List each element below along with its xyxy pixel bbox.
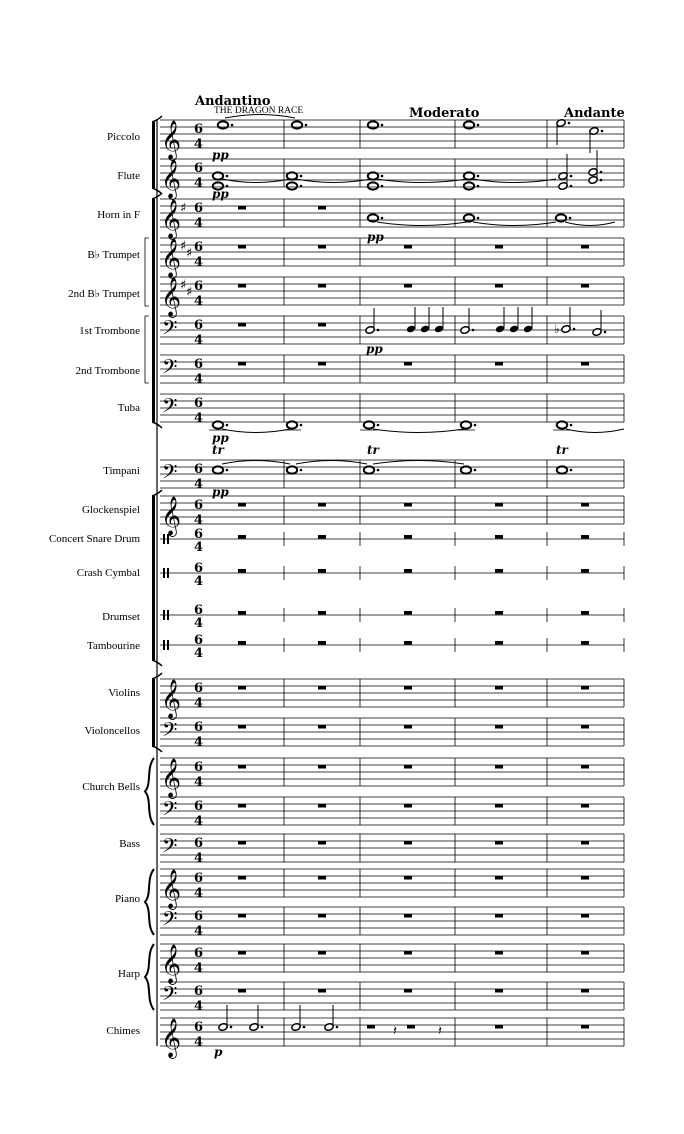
whole-rest <box>404 725 412 729</box>
whole-note <box>287 466 297 473</box>
note-dot <box>570 424 573 427</box>
whole-rest <box>238 206 246 210</box>
note-dot <box>568 122 571 125</box>
whole-rest <box>238 503 246 507</box>
whole-rest <box>404 804 412 808</box>
whole-rest <box>238 914 246 918</box>
sharp-icon: ♯ <box>180 201 187 216</box>
time-sig-top: 6 <box>194 836 204 851</box>
time-sig-bottom: 4 <box>194 294 204 309</box>
time-sig-bottom: 4 <box>194 851 204 866</box>
woodwind-bracket <box>152 122 155 188</box>
tie <box>296 461 367 465</box>
whole-rest <box>318 914 326 918</box>
whole-rest <box>495 989 503 993</box>
trombone-subbracket <box>145 316 149 383</box>
time-sig-top: 6 <box>194 240 204 255</box>
percussion-bracket <box>152 496 155 660</box>
treble-clef-icon: 𝄞 <box>161 496 182 536</box>
brass-bracket <box>152 199 155 422</box>
whole-note <box>287 172 297 179</box>
trill-mark: tr <box>556 443 568 457</box>
percussion-clef-icon <box>167 640 169 650</box>
tempo-andante: Andante <box>564 106 625 121</box>
whole-rest <box>318 765 326 769</box>
whole-note <box>464 214 474 221</box>
bass-clef-icon: 𝄢 <box>162 982 178 1010</box>
time-sig-top: 6 <box>194 760 204 775</box>
label-glockenspiel: Glockenspiel <box>81 504 140 516</box>
treble-clef-icon: 𝄞 <box>161 869 182 909</box>
label-trombone-1: 1st Trombone <box>79 325 140 337</box>
whole-rest <box>404 641 412 645</box>
sharp-icon: ♯ <box>180 239 187 254</box>
label-tuba: Tuba <box>117 402 140 414</box>
whole-rest <box>581 535 589 539</box>
label-trumpet-1: B♭ Trumpet <box>87 249 140 261</box>
whole-rest <box>495 951 503 955</box>
time-sig-bottom: 4 <box>194 814 204 829</box>
tie <box>473 222 556 226</box>
label-crash-cymbal: Crash Cymbal <box>76 567 140 579</box>
note-dot <box>600 179 603 182</box>
time-sig-top: 6 <box>194 357 204 372</box>
whole-rest <box>238 804 246 808</box>
note-dot <box>477 175 480 178</box>
whole-rest <box>238 245 246 249</box>
label-violins: Violins <box>108 687 140 699</box>
time-sig-top: 6 <box>194 681 204 696</box>
whole-rest <box>238 535 246 539</box>
whole-rest <box>318 641 326 645</box>
whole-note <box>368 182 378 189</box>
time-sig-bottom: 4 <box>194 696 204 711</box>
label-church-bells: Church Bells <box>82 781 140 793</box>
whole-note <box>368 121 378 128</box>
time-sig-bottom: 4 <box>194 216 204 231</box>
time-sig-bottom: 4 <box>194 1035 204 1050</box>
note-dot <box>300 175 303 178</box>
time-sig-bottom: 4 <box>194 646 204 661</box>
whole-rest <box>581 362 589 366</box>
whole-rest <box>495 1025 503 1029</box>
time-sig-bottom: 4 <box>194 176 204 191</box>
staff-lines <box>145 116 624 1046</box>
whole-rest <box>495 569 503 573</box>
whole-rest <box>581 951 589 955</box>
whole-rest <box>581 1025 589 1029</box>
whole-rest <box>404 841 412 845</box>
whole-rest <box>238 686 246 690</box>
note-dot <box>570 185 573 188</box>
whole-rest <box>318 323 326 327</box>
dynamic-pp: pp <box>212 431 229 445</box>
time-sig-bottom: 4 <box>194 775 204 790</box>
trill-mark: tr <box>367 443 379 457</box>
whole-rest <box>318 503 326 507</box>
label-piccolo: Piccolo <box>107 131 140 143</box>
whole-rest <box>581 641 589 645</box>
whole-rest <box>318 284 326 288</box>
time-sig-top: 6 <box>194 201 204 216</box>
note-dot <box>601 130 604 133</box>
whole-rest <box>238 611 246 615</box>
whole-rest <box>404 245 412 249</box>
whole-rest <box>318 951 326 955</box>
dynamic-pp: pp <box>212 187 229 201</box>
whole-rest <box>581 503 589 507</box>
treble-clef-icon: 𝄞 <box>161 238 182 278</box>
whole-rest <box>404 611 412 615</box>
treble-clef-icon: 𝄞 <box>161 159 182 199</box>
bass-clef-icon: 𝄢 <box>162 834 178 862</box>
treble-clef-icon: 𝄞 <box>161 758 182 798</box>
label-flute: Flute <box>117 170 140 182</box>
percussion-clef-icon <box>163 610 165 620</box>
time-sig-top: 6 <box>194 122 204 137</box>
bass-clef-icon: 𝄢 <box>162 355 178 383</box>
note-dot <box>300 185 303 188</box>
note-dot <box>570 469 573 472</box>
label-snare-drum: Concert Snare Drum <box>48 533 140 545</box>
time-sig-bottom: 4 <box>194 411 204 426</box>
note-dot <box>474 469 477 472</box>
whole-rest <box>495 841 503 845</box>
whole-rest <box>238 841 246 845</box>
whole-note <box>461 421 471 428</box>
piece-title: THE DRAGON RACE <box>214 106 304 116</box>
quarter-rest-icon: 𝄽 <box>438 1024 442 1039</box>
whole-rest <box>495 503 503 507</box>
whole-rest <box>581 841 589 845</box>
time-sig-top: 6 <box>194 279 204 294</box>
note-dot <box>226 424 229 427</box>
time-sig-bottom: 4 <box>194 477 204 492</box>
note-dot <box>226 175 229 178</box>
bass-clef-icon: 𝄢 <box>162 797 178 825</box>
whole-rest <box>581 914 589 918</box>
notation-marks <box>161 115 624 1060</box>
treble-clef-icon: 𝄞 <box>161 199 182 239</box>
tie <box>373 461 464 465</box>
time-sig-top: 6 <box>194 527 204 542</box>
note-dot <box>474 424 477 427</box>
time-sig-bottom: 4 <box>194 616 204 631</box>
whole-rest <box>404 989 412 993</box>
whole-rest <box>495 641 503 645</box>
time-sig-top: 6 <box>194 396 204 411</box>
whole-note <box>557 466 567 473</box>
whole-note <box>287 182 297 189</box>
dynamic-pp: pp <box>212 148 229 162</box>
note-dot <box>477 217 480 220</box>
bass-clef-icon: 𝄢 <box>162 316 178 344</box>
time-sig-bottom: 4 <box>194 540 204 555</box>
percussion-clef-icon <box>167 568 169 578</box>
whole-rest <box>495 611 503 615</box>
whole-rest <box>367 1025 375 1029</box>
whole-rest <box>495 284 503 288</box>
whole-rest <box>318 876 326 880</box>
note-dot <box>570 175 573 178</box>
note-dot <box>573 328 576 331</box>
whole-rest <box>581 611 589 615</box>
whole-rest <box>238 989 246 993</box>
label-bass: Bass <box>119 838 140 850</box>
whole-note <box>213 466 223 473</box>
flat-icon: ♭ <box>554 322 560 336</box>
church-bells-brace <box>145 758 154 825</box>
dynamic-p: p <box>214 1045 223 1059</box>
whole-note <box>368 214 378 221</box>
whole-note <box>213 421 223 428</box>
note-dot <box>231 124 234 127</box>
dynamic-pp: pp <box>366 342 383 356</box>
time-sig-top: 6 <box>194 561 204 576</box>
note-dot <box>377 469 380 472</box>
tempo-moderato: Moderato <box>409 106 480 121</box>
time-sig-bottom: 4 <box>194 137 204 152</box>
note-dot <box>604 331 607 334</box>
note-dot <box>377 329 380 332</box>
whole-rest <box>404 876 412 880</box>
whole-note <box>461 466 471 473</box>
time-sig-bottom: 4 <box>194 961 204 976</box>
label-tambourine: Tambourine <box>87 640 140 652</box>
note-dot <box>261 1026 264 1029</box>
whole-note <box>556 214 566 221</box>
whole-rest <box>404 686 412 690</box>
percussion-clef-icon <box>163 640 165 650</box>
whole-rest <box>581 725 589 729</box>
whole-rest <box>238 725 246 729</box>
whole-note <box>364 421 374 428</box>
sharp-icon: ♯ <box>186 246 193 261</box>
time-sig-bottom: 4 <box>194 999 204 1014</box>
time-sig-top: 6 <box>194 633 204 648</box>
label-violoncellos: Violoncellos <box>84 725 140 737</box>
time-sig-top: 6 <box>194 871 204 886</box>
whole-rest <box>238 876 246 880</box>
whole-rest <box>495 804 503 808</box>
time-sig-top: 6 <box>194 318 204 333</box>
note-dot <box>377 424 380 427</box>
whole-rest <box>581 569 589 573</box>
tie <box>377 222 467 226</box>
whole-rest <box>238 569 246 573</box>
label-harp: Harp <box>118 968 140 980</box>
whole-rest <box>404 284 412 288</box>
tie <box>373 429 464 433</box>
time-sig-top: 6 <box>194 720 204 735</box>
whole-rest <box>318 611 326 615</box>
time-sig-top: 6 <box>194 1020 204 1035</box>
whole-rest <box>404 362 412 366</box>
whole-rest <box>495 362 503 366</box>
treble-clef-icon: 𝄞 <box>161 1018 182 1058</box>
time-sig-top: 6 <box>194 799 204 814</box>
bass-clef-icon: 𝄢 <box>162 394 178 422</box>
whole-note <box>287 421 297 428</box>
whole-rest <box>581 876 589 880</box>
whole-note <box>218 121 228 128</box>
time-sig-top: 6 <box>194 462 204 477</box>
tie <box>222 179 290 183</box>
time-sig-top: 6 <box>194 909 204 924</box>
note-dot <box>477 185 480 188</box>
note-dot <box>381 217 384 220</box>
note-dot <box>381 175 384 178</box>
time-sig-bottom: 4 <box>194 333 204 348</box>
note-dot <box>300 424 303 427</box>
whole-rest <box>318 206 326 210</box>
label-horn: Horn in F <box>97 209 140 221</box>
whole-rest <box>404 914 412 918</box>
whole-rest <box>238 641 246 645</box>
time-sig-bottom: 4 <box>194 735 204 750</box>
whole-note <box>464 182 474 189</box>
whole-rest <box>404 951 412 955</box>
time-sig-top: 6 <box>194 603 204 618</box>
whole-rest <box>581 284 589 288</box>
whole-rest <box>318 804 326 808</box>
whole-rest <box>495 876 503 880</box>
whole-rest <box>495 535 503 539</box>
time-sig-bottom: 4 <box>194 255 204 270</box>
time-sig-bottom: 4 <box>194 924 204 939</box>
whole-rest <box>318 362 326 366</box>
note-dot <box>305 124 308 127</box>
whole-rest <box>318 245 326 249</box>
time-sig-bottom: 4 <box>194 513 204 528</box>
whole-rest <box>495 914 503 918</box>
tie <box>566 429 624 433</box>
whole-rest <box>404 535 412 539</box>
label-piano: Piano <box>114 893 140 905</box>
label-trombone-2: 2nd Trombone <box>75 365 140 377</box>
label-drumset: Drumset <box>102 611 140 623</box>
whole-rest <box>495 245 503 249</box>
whole-rest <box>407 1025 415 1029</box>
sharp-icon: ♯ <box>180 278 187 293</box>
time-sig-top: 6 <box>194 946 204 961</box>
tie <box>222 461 290 465</box>
treble-clef-icon: 𝄞 <box>161 277 182 317</box>
whole-rest <box>318 686 326 690</box>
trill-mark: tr <box>212 443 224 457</box>
label-trumpet-2: 2nd B♭ Trumpet <box>68 288 140 300</box>
whole-rest <box>495 686 503 690</box>
note-dot <box>230 1026 233 1029</box>
whole-rest <box>318 535 326 539</box>
tie <box>565 222 615 226</box>
whole-rest <box>581 989 589 993</box>
note-dot <box>569 217 572 220</box>
whole-note <box>464 172 474 179</box>
time-sig-top: 6 <box>194 161 204 176</box>
whole-rest <box>404 569 412 573</box>
whole-rest <box>581 245 589 249</box>
tempo-andantino: Andantino <box>195 94 271 109</box>
treble-clef-icon: 𝄞 <box>161 679 182 719</box>
quarter-rest-icon: 𝄽 <box>393 1024 397 1039</box>
bass-clef-icon: 𝄢 <box>162 460 178 488</box>
note-dot <box>381 185 384 188</box>
note-dot <box>303 1026 306 1029</box>
sharp-icon: ♯ <box>186 285 193 300</box>
whole-note <box>464 121 474 128</box>
tie <box>377 179 467 183</box>
trumpet-subbracket <box>145 238 149 306</box>
whole-rest <box>318 841 326 845</box>
time-sig-top: 6 <box>194 984 204 999</box>
whole-rest <box>495 725 503 729</box>
dynamic-pp: pp <box>212 485 229 499</box>
treble-clef-icon: 𝄞 <box>161 944 182 984</box>
whole-rest <box>581 686 589 690</box>
tie <box>473 179 556 183</box>
label-timpani: Timpani <box>103 465 140 477</box>
percussion-clef-icon <box>167 610 169 620</box>
label-chimes: Chimes <box>106 1025 140 1037</box>
bass-clef-icon: 𝄢 <box>162 907 178 935</box>
whole-rest <box>238 284 246 288</box>
strings-bracket <box>152 679 155 746</box>
note-dot <box>336 1026 339 1029</box>
piano-brace <box>145 869 154 935</box>
harp-brace <box>145 944 154 1010</box>
time-sig-top: 6 <box>194 498 204 513</box>
tie <box>222 429 290 433</box>
percussion-clef-icon <box>163 568 165 578</box>
whole-rest <box>238 323 246 327</box>
whole-rest <box>404 765 412 769</box>
note-dot <box>226 469 229 472</box>
note-dot <box>477 124 480 127</box>
whole-rest <box>238 362 246 366</box>
whole-rest <box>318 569 326 573</box>
note-dot <box>472 329 475 332</box>
whole-rest <box>318 989 326 993</box>
whole-note <box>364 466 374 473</box>
whole-rest <box>581 804 589 808</box>
whole-rest <box>581 765 589 769</box>
time-sig-bottom: 4 <box>194 574 204 589</box>
dynamic-pp: pp <box>367 230 384 244</box>
time-sig-bottom: 4 <box>194 372 204 387</box>
note-dot <box>600 171 603 174</box>
note-dot <box>381 124 384 127</box>
whole-rest <box>238 951 246 955</box>
whole-rest <box>404 503 412 507</box>
whole-rest <box>238 765 246 769</box>
bass-clef-icon: 𝄢 <box>162 718 178 746</box>
note-dot <box>300 469 303 472</box>
whole-note <box>213 172 223 179</box>
treble-clef-icon: 𝄞 <box>161 120 182 160</box>
whole-note <box>292 121 302 128</box>
whole-rest <box>318 725 326 729</box>
whole-note <box>368 172 378 179</box>
whole-rest <box>495 765 503 769</box>
time-sig-bottom: 4 <box>194 886 204 901</box>
whole-note <box>557 421 567 428</box>
